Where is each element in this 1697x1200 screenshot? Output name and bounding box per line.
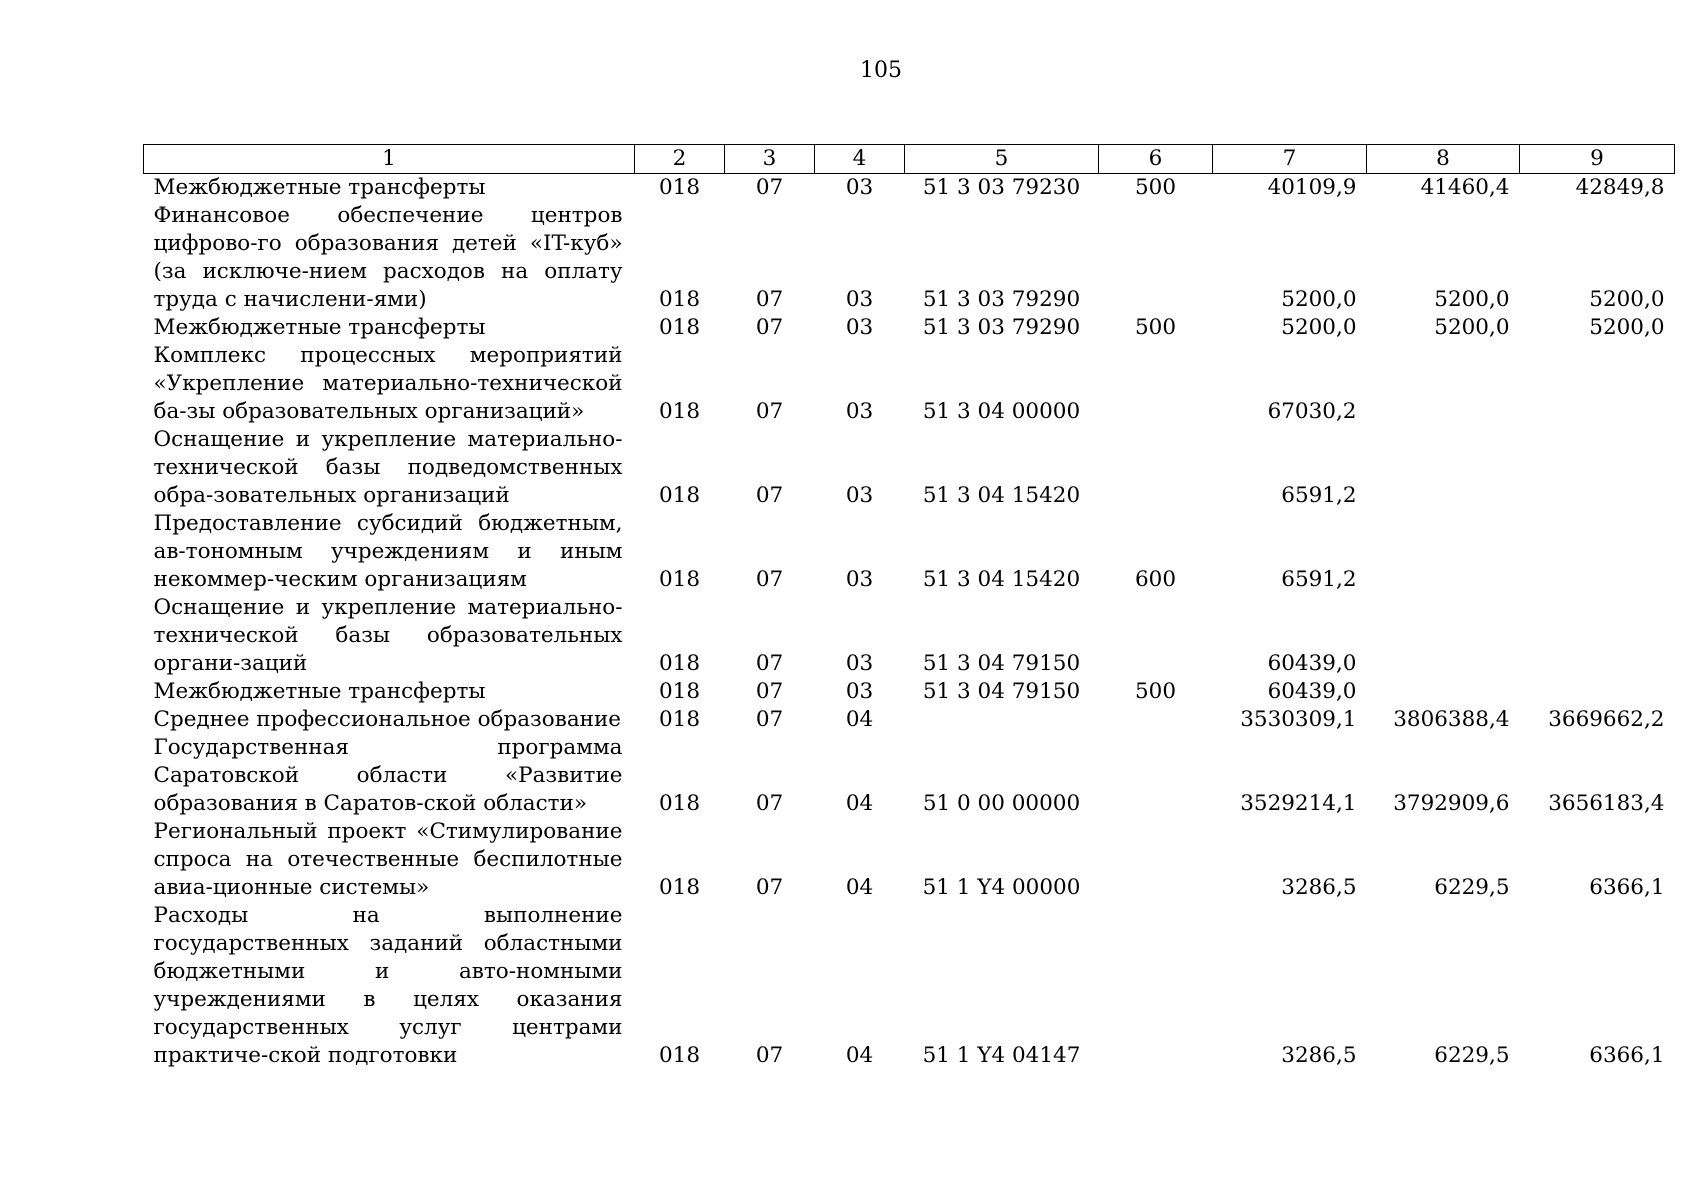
row-col-3: 07 [755, 287, 784, 312]
row-col-7: 3530309,1 [1240, 707, 1357, 732]
row-col-6 [1099, 594, 1213, 678]
row-col-4: 03 [845, 679, 874, 704]
row-col-6 [1099, 902, 1213, 1070]
row-col-3: 07 [755, 399, 784, 424]
row-col-2: 018 [658, 287, 701, 312]
page-number: 105 [860, 58, 902, 83]
header-col-4: 4 [815, 145, 905, 174]
table-row [144, 902, 1675, 1070]
row-col-2: 018 [658, 707, 701, 732]
row-name-cell: Среднее профессиональное образование [153, 707, 622, 732]
row-col-6: 600 [1134, 567, 1177, 592]
row-col-9 [1520, 594, 1675, 678]
row-col-4: 03 [845, 315, 874, 340]
row-col-2: 018 [658, 567, 701, 592]
row-col-5: 51 3 03 79230 [922, 175, 1081, 200]
row-col-5: 51 3 03 79290 [922, 315, 1081, 340]
row-col-6: 500 [1134, 315, 1177, 340]
row-col-8: 41460,4 [1420, 175, 1510, 200]
row-col-6 [1099, 342, 1213, 426]
row-col-7: 60439,0 [1267, 651, 1357, 676]
row-col-8 [1367, 510, 1520, 594]
header-col-7: 7 [1213, 145, 1367, 174]
row-col-2: 018 [658, 875, 701, 900]
row-name-cell: Комплекс процессных мероприятий «Укрепление материально-технической ба-зы образовательных организаций» [153, 343, 623, 424]
table-row [144, 174, 1675, 203]
row-col-2: 018 [658, 315, 701, 340]
row-col-3: 07 [755, 567, 784, 592]
row-col-8: 6229,5 [1434, 1043, 1510, 1068]
row-col-2: 018 [658, 175, 701, 200]
table-row [144, 706, 1675, 734]
row-col-9: 5200,0 [1589, 287, 1665, 312]
row-col-4: 03 [845, 651, 874, 676]
row-col-2: 018 [658, 651, 701, 676]
row-name-cell: Расходы на выполнение государственных заданий областными бюджетными и авто-номными учреждениями в целях оказания государственных услуг центрами практиче-ской подготовки [153, 903, 623, 1068]
row-col-5: 51 0 00 00000 [922, 791, 1081, 816]
row-col-9: 6366,1 [1589, 875, 1665, 900]
table-row [144, 510, 1675, 594]
row-col-7: 5200,0 [1281, 315, 1357, 340]
header-row [144, 145, 1675, 174]
row-name-cell: Межбюджетные трансферты [153, 175, 486, 200]
row-col-6 [1099, 818, 1213, 902]
row-col-9 [1520, 426, 1675, 510]
row-col-7: 60439,0 [1267, 679, 1357, 704]
row-name-cell: Региональный проект «Стимулирование спроса на отечественные беспилотные авиа-ционные системы» [153, 819, 623, 900]
row-col-4: 03 [845, 567, 874, 592]
row-col-8: 5200,0 [1434, 315, 1510, 340]
row-col-6: 500 [1134, 175, 1177, 200]
row-col-9: 3656183,4 [1548, 791, 1665, 816]
row-col-7: 40109,9 [1267, 175, 1357, 200]
row-col-5: 51 3 04 15420 [922, 483, 1081, 508]
row-col-5 [905, 706, 1099, 734]
row-col-7: 3286,5 [1281, 875, 1357, 900]
header-col-8: 8 [1367, 145, 1520, 174]
table-row [144, 818, 1675, 902]
row-col-8 [1367, 594, 1520, 678]
row-col-7: 67030,2 [1267, 399, 1357, 424]
row-col-9 [1520, 510, 1675, 594]
row-col-3: 07 [755, 651, 784, 676]
row-col-3: 07 [755, 315, 784, 340]
row-col-5: 51 3 04 00000 [922, 399, 1081, 424]
row-col-7: 6591,2 [1281, 483, 1357, 508]
table-row [144, 594, 1675, 678]
row-col-6 [1099, 706, 1213, 734]
row-col-4: 03 [845, 175, 874, 200]
row-name-cell: Оснащение и укрепление материально-технической базы образовательных органи-заций [153, 595, 623, 676]
row-col-6 [1099, 734, 1213, 818]
table-row [144, 314, 1675, 342]
table-row [144, 202, 1675, 314]
row-col-4: 03 [845, 287, 874, 312]
header-col-9: 9 [1520, 145, 1675, 174]
row-col-5: 51 3 04 79150 [922, 679, 1081, 704]
row-col-8: 5200,0 [1434, 287, 1510, 312]
row-col-4: 04 [845, 791, 874, 816]
row-col-4: 03 [845, 483, 874, 508]
row-col-8: 3792909,6 [1393, 791, 1510, 816]
row-col-8 [1367, 678, 1520, 706]
row-col-7: 5200,0 [1281, 287, 1357, 312]
table-header [144, 145, 1675, 174]
row-col-3: 07 [755, 707, 784, 732]
table-row [144, 342, 1675, 426]
table-body [144, 174, 1675, 1071]
header-col-5: 5 [905, 145, 1099, 174]
row-col-7: 6591,2 [1281, 567, 1357, 592]
row-col-8 [1367, 342, 1520, 426]
row-col-4: 04 [845, 1043, 874, 1068]
row-name-cell: Финансовое обеспечение центров цифрово-го образования детей «IT-куб» (за исключе-нием расходов на оплату труда с начислени-ями) [153, 203, 623, 312]
row-col-4: 04 [845, 707, 874, 732]
row-col-2: 018 [658, 399, 701, 424]
row-col-3: 07 [755, 875, 784, 900]
row-name-cell: Предоставление субсидий бюджетным, ав-тономным учреждениям и иным некоммер-ческим организациям [153, 511, 623, 592]
row-col-7: 3286,5 [1281, 1043, 1357, 1068]
row-name-cell: Межбюджетные трансферты [153, 679, 486, 704]
row-col-9: 42849,8 [1575, 175, 1665, 200]
row-col-3: 07 [755, 483, 784, 508]
row-name-cell: Межбюджетные трансферты [153, 315, 486, 340]
row-col-2: 018 [658, 483, 701, 508]
row-col-3: 07 [755, 175, 784, 200]
row-col-5: 51 1 Y4 04147 [922, 1043, 1081, 1068]
row-col-3: 07 [755, 1043, 784, 1068]
row-col-3: 07 [755, 679, 784, 704]
budget-table [143, 144, 1675, 1070]
row-col-9: 3669662,2 [1548, 707, 1665, 732]
row-col-3: 07 [755, 791, 784, 816]
row-col-2: 018 [658, 679, 701, 704]
row-col-9 [1520, 678, 1675, 706]
row-col-9: 6366,1 [1589, 1043, 1665, 1068]
row-col-5: 51 3 03 79290 [922, 287, 1081, 312]
row-name-cell: Государственная программа Саратовской области «Развитие образования в Саратов-ской области» [153, 735, 623, 816]
row-col-2: 018 [658, 1043, 701, 1068]
row-col-4: 04 [845, 875, 874, 900]
row-col-5: 51 3 04 15420 [922, 567, 1081, 592]
header-col-1: 1 [144, 145, 635, 174]
row-col-9: 5200,0 [1589, 315, 1665, 340]
row-col-8: 6229,5 [1434, 875, 1510, 900]
row-name-cell: Оснащение и укрепление материально-технической базы подведомственных обра-зовательных организаций [153, 427, 623, 508]
table-row [144, 734, 1675, 818]
row-col-6: 500 [1134, 679, 1177, 704]
row-col-6 [1099, 202, 1213, 314]
table-row [144, 678, 1675, 706]
row-col-2: 018 [658, 791, 701, 816]
header-col-6: 6 [1099, 145, 1213, 174]
row-col-8: 3806388,4 [1393, 707, 1510, 732]
row-col-9 [1520, 342, 1675, 426]
row-col-5: 51 1 Y4 00000 [922, 875, 1081, 900]
row-col-8 [1367, 426, 1520, 510]
row-col-5: 51 3 04 79150 [922, 651, 1081, 676]
row-col-4: 03 [845, 399, 874, 424]
header-col-3: 3 [725, 145, 815, 174]
row-col-6 [1099, 426, 1213, 510]
header-col-2: 2 [635, 145, 725, 174]
table-row [144, 426, 1675, 510]
row-col-7: 3529214,1 [1240, 791, 1357, 816]
